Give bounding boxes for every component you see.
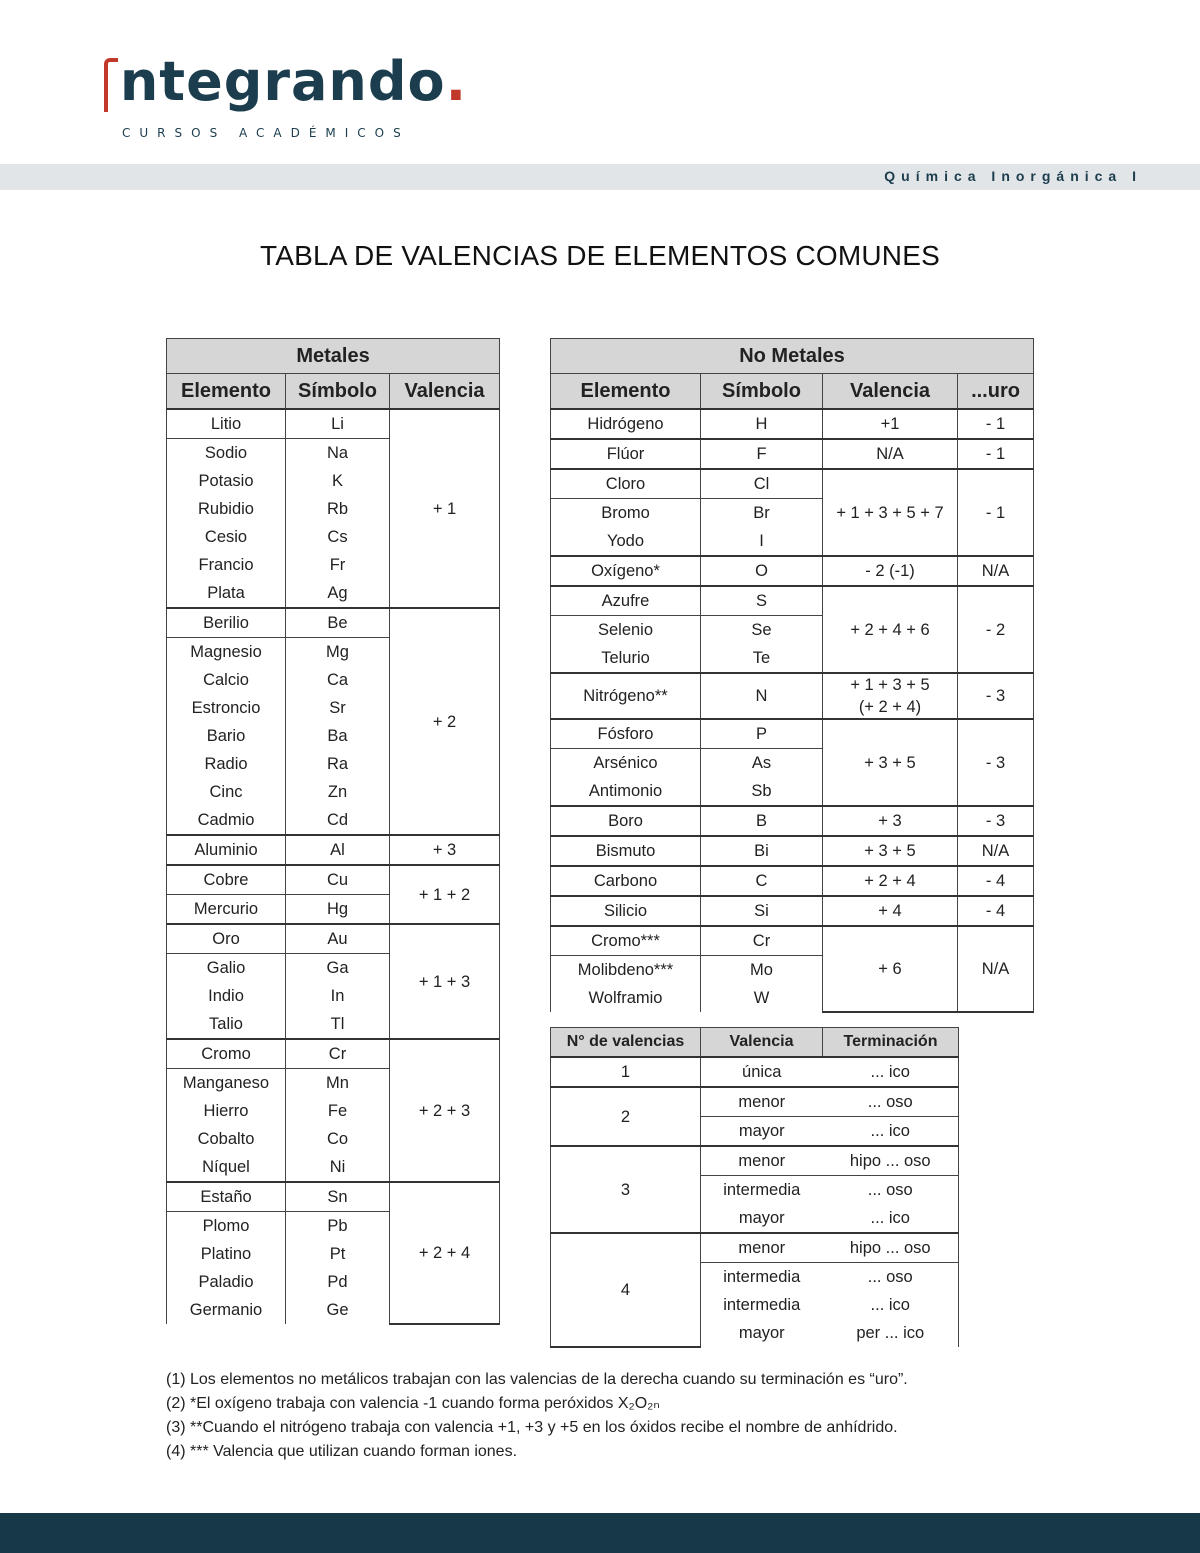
ending: hipo ... oso: [823, 1233, 959, 1263]
element-name: Indio: [167, 982, 286, 1010]
element-name: Arsénico: [551, 749, 701, 778]
element-symbol: Ra: [286, 750, 390, 778]
valence-value: + 2 + 4: [823, 866, 958, 896]
element-symbol: Ga: [286, 954, 390, 983]
element-symbol: Te: [701, 644, 823, 673]
table-row: [551, 409, 1034, 439]
valence-line: + 1 + 3 + 5: [850, 676, 930, 694]
element-name: Bromo: [551, 499, 701, 528]
element-symbol: Cl: [701, 469, 823, 499]
header-band: [0, 164, 1200, 190]
element-symbol: Ni: [286, 1153, 390, 1182]
element-name: Rubidio: [167, 495, 286, 523]
element-name: Radio: [167, 750, 286, 778]
element-symbol: Al: [286, 835, 390, 865]
element-name: Cloro: [551, 469, 701, 499]
element-name: Cobre: [167, 865, 286, 895]
valence-value: + 3: [823, 806, 958, 836]
ending: ... oso: [823, 1087, 959, 1117]
metales-header-simbolo: Símbolo: [286, 374, 390, 410]
uro-valence: - 3: [958, 806, 1034, 836]
ending: per ... ico: [823, 1319, 959, 1347]
element-symbol: Fe: [286, 1097, 390, 1125]
metales-header-elemento: Elemento: [167, 374, 286, 410]
uro-valence: - 3: [958, 673, 1034, 719]
logo-hook-icon: [104, 58, 118, 112]
element-symbol: Ca: [286, 666, 390, 694]
element-symbol: Cr: [701, 926, 823, 956]
element-symbol: H: [701, 409, 823, 439]
element-name: Hidrógeno: [551, 409, 701, 439]
table-row: [551, 586, 1034, 616]
term-header-valencia: Valencia: [701, 1028, 823, 1058]
table-row: [551, 556, 1034, 586]
element-symbol: N: [701, 673, 823, 719]
element-symbol: Mn: [286, 1069, 390, 1098]
element-name: Carbono: [551, 866, 701, 896]
element-name: Francio: [167, 551, 286, 579]
valence-value: - 2 (-1): [823, 556, 958, 586]
element-symbol: Sn: [286, 1182, 390, 1212]
element-symbol: Se: [701, 616, 823, 645]
table-row: [551, 1146, 959, 1176]
table-row: [551, 866, 1034, 896]
element-symbol: In: [286, 982, 390, 1010]
table-row: [551, 469, 1034, 499]
valence-value: + 4: [823, 896, 958, 926]
ending: ... oso: [823, 1176, 959, 1205]
course-title: Química Inorgánica I: [884, 168, 1142, 184]
element-name: Sodio: [167, 439, 286, 468]
element-symbol: C: [701, 866, 823, 896]
table-row: [167, 924, 500, 954]
element-name: Germanio: [167, 1296, 286, 1324]
valence-level: mayor: [701, 1204, 823, 1233]
uro-valence: - 4: [958, 866, 1034, 896]
element-name: Galio: [167, 954, 286, 983]
valence-level: única: [701, 1057, 823, 1087]
valence-value: + 2: [390, 608, 500, 835]
element-name: Cromo: [167, 1039, 286, 1069]
element-symbol: Zn: [286, 778, 390, 806]
element-symbol: Au: [286, 924, 390, 954]
element-name: Potasio: [167, 467, 286, 495]
table-row: [167, 835, 500, 865]
table-row: [551, 896, 1034, 926]
element-name: Cadmio: [167, 806, 286, 835]
element-name: Estaño: [167, 1182, 286, 1212]
element-symbol: Rb: [286, 495, 390, 523]
table-row: [167, 409, 500, 439]
element-symbol: I: [701, 527, 823, 556]
uro-valence: - 1: [958, 469, 1034, 556]
table-row: [167, 1039, 500, 1069]
element-symbol: Ag: [286, 579, 390, 608]
metales-table: [166, 338, 500, 1325]
table-row: [167, 865, 500, 895]
element-name: Molibdeno***: [551, 956, 701, 985]
table-row: [167, 608, 500, 638]
valence-level: intermedia: [701, 1291, 823, 1319]
element-symbol: O: [701, 556, 823, 586]
valence-level: menor: [701, 1233, 823, 1263]
element-name: Cromo***: [551, 926, 701, 956]
element-name: Silicio: [551, 896, 701, 926]
brand-logo: [100, 50, 468, 140]
ending: hipo ... oso: [823, 1146, 959, 1176]
valence-value: + 2 + 3: [390, 1039, 500, 1182]
element-name: Cinc: [167, 778, 286, 806]
valence-count: 4: [551, 1233, 701, 1347]
footnotes: [166, 1368, 908, 1464]
uro-valence: - 2: [958, 586, 1034, 673]
valence-level: intermedia: [701, 1263, 823, 1292]
table-row: [551, 836, 1034, 866]
element-name: Flúor: [551, 439, 701, 469]
valence-line: (+ 2 + 4): [858, 698, 922, 716]
valence-level: mayor: [701, 1319, 823, 1347]
element-name: Azufre: [551, 586, 701, 616]
element-symbol: Pt: [286, 1240, 390, 1268]
no-metales-header-simbolo: Símbolo: [701, 374, 823, 410]
uro-valence: - 3: [958, 719, 1034, 806]
ending: ... ico: [823, 1057, 959, 1087]
valence-value: + 3 + 5: [823, 719, 958, 806]
logo-subtitle: CURSOS ACADÉMICOS: [122, 126, 410, 140]
terminaciones-table: [550, 1027, 959, 1348]
uro-valence: - 4: [958, 896, 1034, 926]
valence-value: + 1: [390, 409, 500, 608]
valence-level: menor: [701, 1087, 823, 1117]
term-header-n: N° de valencias: [551, 1028, 701, 1058]
valence-count: 3: [551, 1146, 701, 1233]
element-name: Platino: [167, 1240, 286, 1268]
table-row: [551, 806, 1034, 836]
uro-valence: N/A: [958, 926, 1034, 1012]
footer-band: [0, 1513, 1200, 1553]
element-name: Magnesio: [167, 638, 286, 667]
valence-value: N/A: [823, 439, 958, 469]
element-symbol: Li: [286, 409, 390, 439]
no-metales-header-uro: ...uro: [958, 374, 1034, 410]
element-name: Oxígeno*: [551, 556, 701, 586]
logo-dot: .: [445, 50, 468, 113]
element-name: Talio: [167, 1010, 286, 1039]
uro-valence: N/A: [958, 836, 1034, 866]
element-name: Antimonio: [551, 777, 701, 806]
table-row: [551, 1057, 959, 1087]
element-name: Selenio: [551, 616, 701, 645]
valence-value: +1: [823, 409, 958, 439]
element-symbol: Pb: [286, 1212, 390, 1241]
element-name: Estroncio: [167, 694, 286, 722]
no-metales-header-elemento: Elemento: [551, 374, 701, 410]
element-symbol: Tl: [286, 1010, 390, 1039]
element-name: Paladio: [167, 1268, 286, 1296]
footnote-1: (1) Los elementos no metálicos trabajan con las valencias de la derecha cuando su terminación es “uro”.: [166, 1371, 908, 1388]
valence-value: + 3: [390, 835, 500, 865]
element-symbol: Mg: [286, 638, 390, 667]
element-symbol: Bi: [701, 836, 823, 866]
table-row: [551, 719, 1034, 749]
element-symbol: B: [701, 806, 823, 836]
uro-valence: N/A: [958, 556, 1034, 586]
valence-value: + 6: [823, 926, 958, 1012]
footnote-2: (2) *El oxígeno trabaja con valencia -1 cuando forma peróxidos X₂O₂ₙ: [166, 1395, 660, 1412]
element-symbol: Sb: [701, 777, 823, 806]
element-symbol: P: [701, 719, 823, 749]
table-row: [551, 1233, 959, 1263]
element-symbol: As: [701, 749, 823, 778]
ending: ... oso: [823, 1263, 959, 1292]
page-title: TABLA DE VALENCIAS DE ELEMENTOS COMUNES: [260, 240, 940, 271]
table-row: [551, 1087, 959, 1117]
valence-value: + 2 + 4: [390, 1182, 500, 1324]
no-metales-table: [550, 338, 1034, 1013]
element-name: Aluminio: [167, 835, 286, 865]
element-name: Yodo: [551, 527, 701, 556]
term-header-terminacion: Terminación: [823, 1028, 959, 1058]
element-symbol: Co: [286, 1125, 390, 1153]
element-symbol: Br: [701, 499, 823, 528]
element-name: Bario: [167, 722, 286, 750]
element-name: Cesio: [167, 523, 286, 551]
element-name: Fósforo: [551, 719, 701, 749]
element-symbol: Hg: [286, 895, 390, 925]
element-symbol: Na: [286, 439, 390, 468]
element-name: Litio: [167, 409, 286, 439]
table-row: [551, 926, 1034, 956]
element-symbol: Cs: [286, 523, 390, 551]
valence-value: + 1 + 3 + 5 + 7: [823, 469, 958, 556]
ending: ... ico: [823, 1204, 959, 1233]
element-symbol: Sr: [286, 694, 390, 722]
element-name: Bismuto: [551, 836, 701, 866]
valence-level: intermedia: [701, 1176, 823, 1205]
element-name: Nitrógeno**: [551, 673, 701, 719]
no-metales-header-valencia: Valencia: [823, 374, 958, 410]
valence-value: + 3 + 5: [823, 836, 958, 866]
valence-value: + 1 + 3: [390, 924, 500, 1039]
valence-value: [823, 673, 958, 719]
element-name: Plomo: [167, 1212, 286, 1241]
element-symbol: F: [701, 439, 823, 469]
element-symbol: Mo: [701, 956, 823, 985]
element-name: Boro: [551, 806, 701, 836]
element-name: Manganeso: [167, 1069, 286, 1098]
footnote-3: (3) **Cuando el nitrógeno trabaja con valencia +1, +3 y +5 en los óxidos recibe el nombre de anhídrido.: [166, 1419, 898, 1436]
ending: ... ico: [823, 1117, 959, 1147]
element-name: Calcio: [167, 666, 286, 694]
element-name: Plata: [167, 579, 286, 608]
ending: ... ico: [823, 1291, 959, 1319]
uro-valence: - 1: [958, 409, 1034, 439]
element-symbol: Cr: [286, 1039, 390, 1069]
element-symbol: K: [286, 467, 390, 495]
valence-level: mayor: [701, 1117, 823, 1147]
element-symbol: Fr: [286, 551, 390, 579]
logo-word: ntegrando: [119, 50, 446, 113]
element-name: Mercurio: [167, 895, 286, 925]
element-name: Berilio: [167, 608, 286, 638]
element-symbol: Ge: [286, 1296, 390, 1324]
element-symbol: Cu: [286, 865, 390, 895]
footnote-4: (4) *** Valencia que utilizan cuando forman iones.: [166, 1443, 518, 1460]
valence-count: 1: [551, 1057, 701, 1087]
table-row: [551, 673, 1034, 719]
valence-value: + 1 + 2: [390, 865, 500, 924]
valence-level: menor: [701, 1146, 823, 1176]
element-symbol: S: [701, 586, 823, 616]
element-name: Wolframio: [551, 984, 701, 1012]
element-name: Telurio: [551, 644, 701, 673]
element-symbol: Be: [286, 608, 390, 638]
element-symbol: Cd: [286, 806, 390, 835]
table-row: [551, 439, 1034, 469]
uro-valence: - 1: [958, 439, 1034, 469]
metales-caption: Metales: [167, 339, 500, 374]
element-name: Cobalto: [167, 1125, 286, 1153]
metales-header-valencia: Valencia: [390, 374, 500, 410]
element-name: Níquel: [167, 1153, 286, 1182]
element-name: Oro: [167, 924, 286, 954]
element-symbol: Ba: [286, 722, 390, 750]
element-symbol: W: [701, 984, 823, 1012]
table-row: [167, 1182, 500, 1212]
element-symbol: Pd: [286, 1268, 390, 1296]
valence-value: + 2 + 4 + 6: [823, 586, 958, 673]
element-symbol: Si: [701, 896, 823, 926]
valence-count: 2: [551, 1087, 701, 1146]
element-name: Hierro: [167, 1097, 286, 1125]
no-metales-caption: No Metales: [551, 339, 1034, 374]
